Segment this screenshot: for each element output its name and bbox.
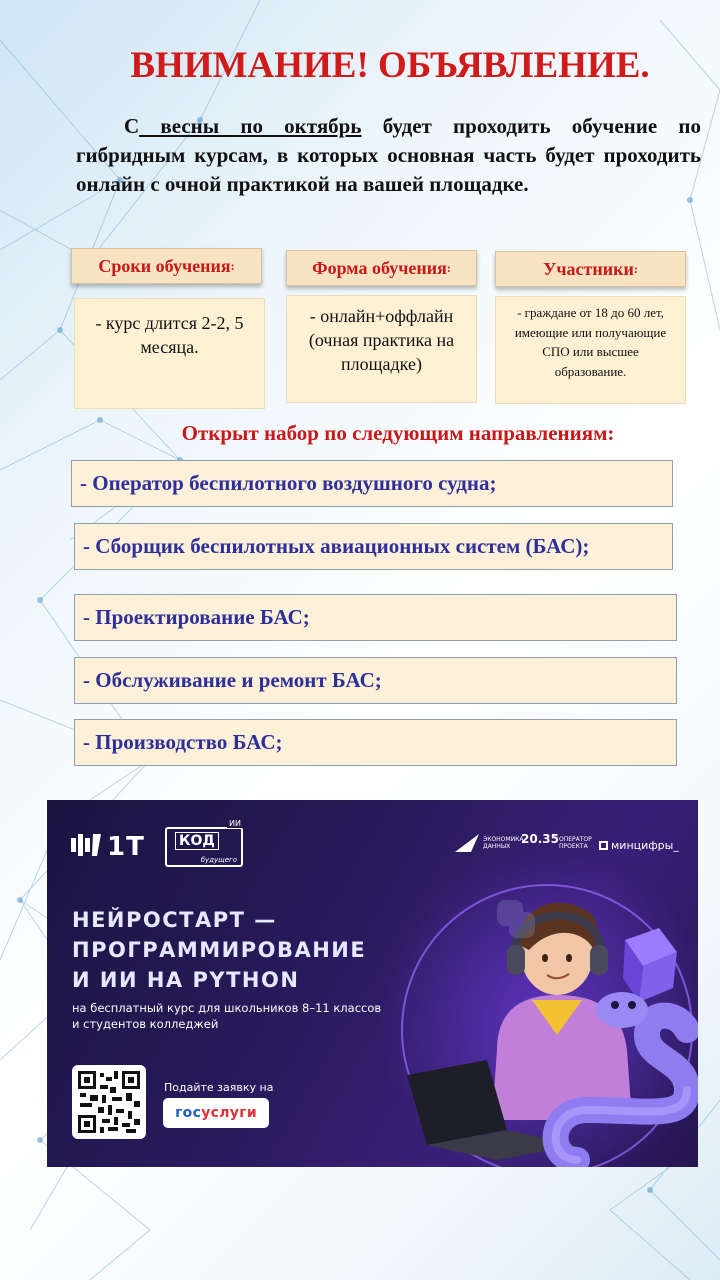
logo-ii-text: ИИ [229, 819, 241, 828]
heading-duration-colon: : [230, 258, 235, 273]
info-format-text: - онлайн+оффлайн (очная практика на площадке) [308, 306, 455, 374]
cube-icon [623, 928, 677, 1002]
logo-kod-budushchego [165, 819, 243, 867]
partner-ministry-text: минцифры_ [611, 839, 679, 852]
direction-item-operator [71, 460, 673, 507]
gosuslugi-part2: услуги [201, 1105, 257, 1121]
info-duration-text: - курс длится 2-2, 5 месяца. [95, 313, 244, 357]
python-logo-icon [497, 900, 535, 938]
gosuslugi-button[interactable] [163, 1098, 269, 1128]
intro-paragraph [76, 112, 701, 199]
intro-rest: будет проходить обучение по гибридным курсам, в которых основная часть будет проходить онлайн с очной практикой на вашей площадке. [76, 114, 701, 196]
directions-title: Открыт набор по следующим направлениям: [181, 421, 615, 445]
heading-duration-label: Сроки обучения [98, 255, 231, 276]
info-box-participants [495, 296, 686, 404]
banner-subtitle: на бесплатный курс для школьников 8–11 классов и студентов колледжей [72, 1001, 382, 1031]
direction-label: - Обслуживание и ремонт БАС; [83, 668, 382, 692]
partner-2035-caption: ОПЕРАТОР ПРОЕКТА [559, 836, 592, 850]
partner-2035-logo: 20.35 [521, 832, 559, 846]
banner-title-line1: НЕЙРОСТАРТ — [72, 908, 277, 932]
heading-participants-colon: : [633, 261, 638, 276]
promo-banner[interactable] [47, 800, 698, 1167]
direction-item-design [74, 594, 677, 641]
intro-underlined: весны по октябрь [139, 114, 362, 138]
direction-item-maintenance [74, 657, 677, 704]
apply-text: Подайте заявку на [164, 1081, 274, 1094]
logo-budushchego-text: будущего [200, 856, 237, 864]
banner-title-line2: ПРОГРАММИРОВАНИЕ [72, 938, 367, 962]
logo-it-text: 1T [107, 832, 145, 862]
direction-label: - Производство БАС; [83, 730, 283, 754]
heading-participants [495, 251, 686, 287]
logo-it [71, 832, 145, 863]
heading-participants-label: Участники [543, 258, 634, 279]
heading-format-label: Форма обучения [312, 257, 447, 278]
ministry-icon [599, 841, 608, 850]
direction-label: - Проектирование БАС; [83, 605, 310, 629]
partner-economy-text: ЭКОНОМИКА ДАННЫХ [483, 836, 524, 850]
boy-with-laptop-illustration [347, 860, 698, 1167]
info-box-format [286, 295, 477, 403]
qr-code-icon[interactable] [72, 1065, 146, 1139]
partner-ministry-logo [599, 840, 679, 852]
heading-format-colon: : [446, 260, 451, 275]
gosuslugi-part1: гос [175, 1105, 202, 1121]
page-title: ВНИМАНИЕ! ОБЪЯВЛЕНИЕ. [130, 45, 650, 86]
intro-prefix: С [124, 114, 140, 138]
direction-item-assembler [74, 523, 673, 570]
info-participants-text: - граждане от 18 до 60 лет, имеющие или получающие СПО или высшее образование. [514, 305, 667, 379]
direction-item-production [74, 719, 677, 766]
heading-format [286, 250, 477, 286]
direction-label: - Сборщик беспилотных авиационных систем (БАС); [83, 534, 590, 558]
direction-label: - Оператор беспилотного воздушного судна; [80, 471, 497, 495]
info-box-duration [74, 298, 265, 409]
logo-kod-text: КОД [175, 832, 219, 850]
triangle-icon [455, 834, 479, 854]
banner-title-line3: И ИИ НА PYTHON [72, 968, 300, 992]
logo-it-mark-icon [71, 833, 101, 863]
heading-duration [71, 248, 262, 284]
